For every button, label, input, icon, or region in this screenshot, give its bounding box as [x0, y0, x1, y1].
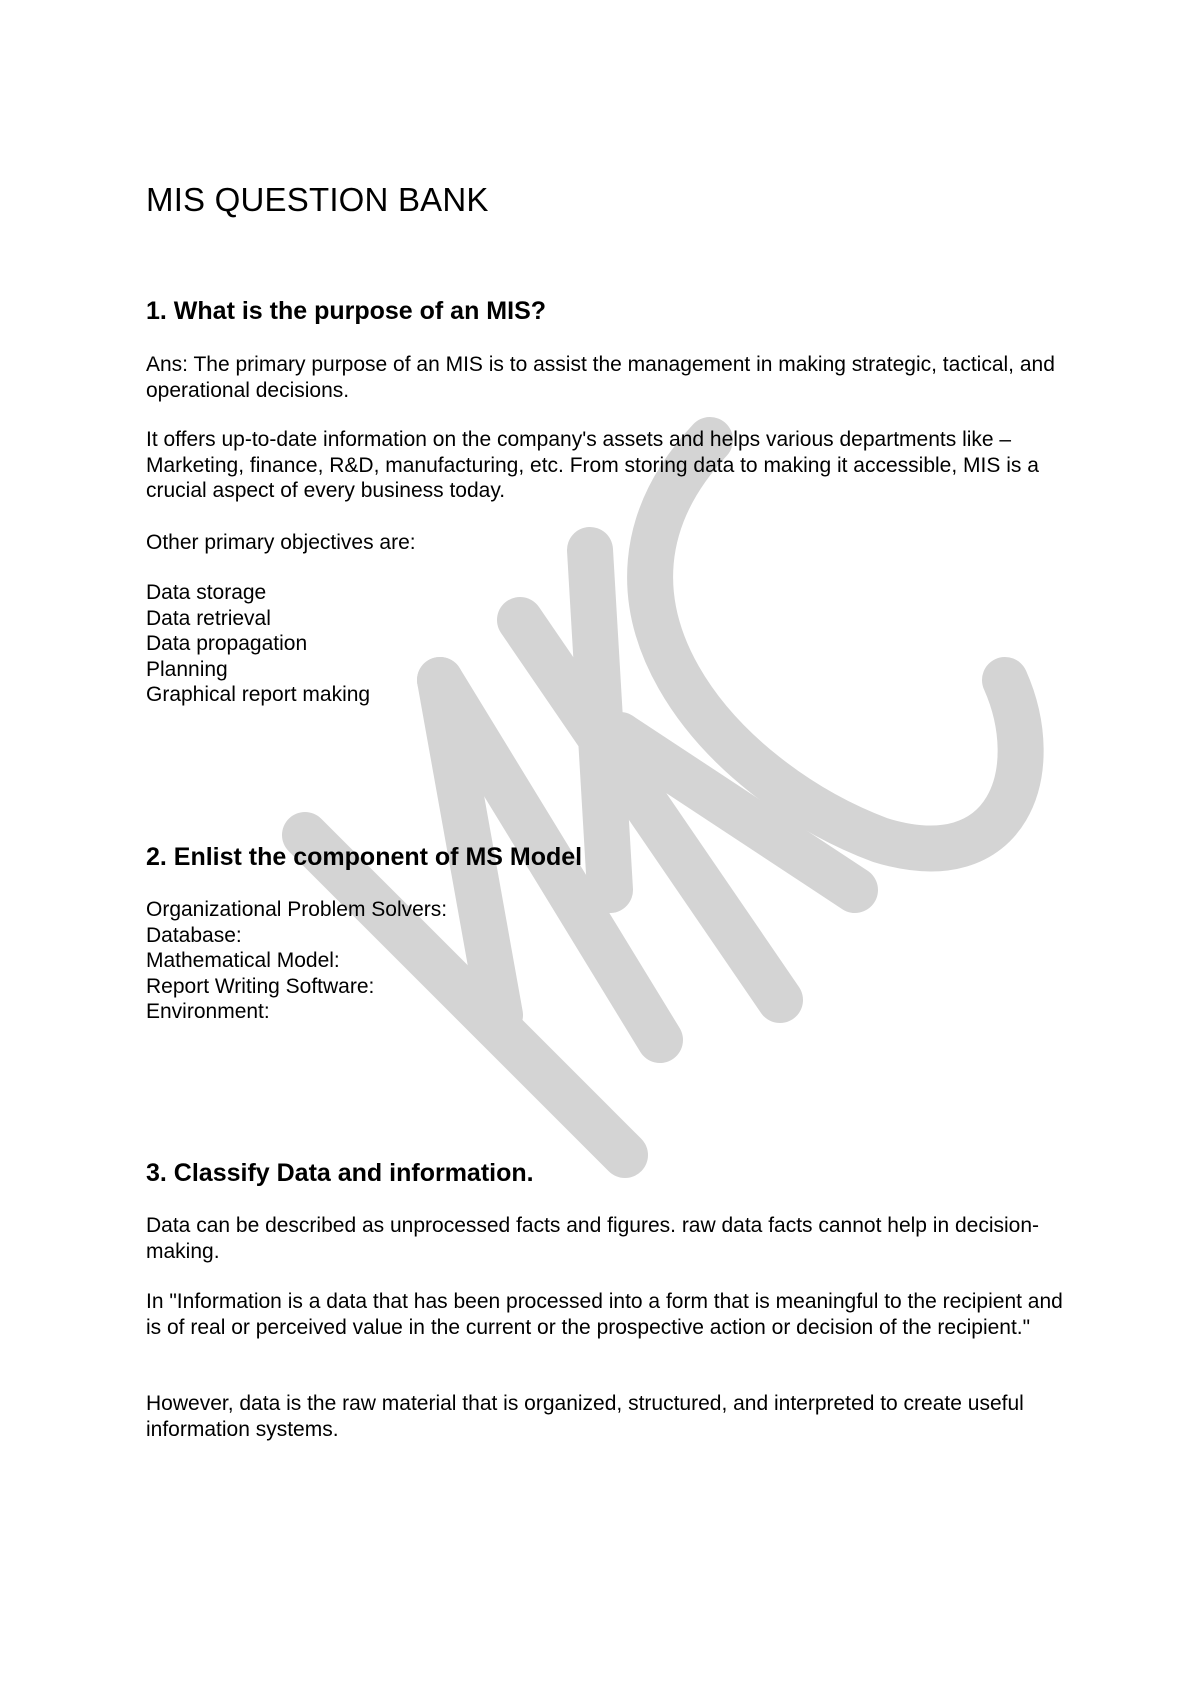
question-1-paragraph-2: It offers up-to-date information on the company's assets and helps various departments like – Marketing, finance, R&D, manufacturing, etc. From storing data to making it accessible, MIS is a crucial aspect of every business today.	[146, 428, 1039, 502]
question-2-heading: 2. Enlist the component of MS Model	[146, 843, 583, 871]
list-item: Planning	[146, 657, 228, 681]
list-item: Organizational Problem Solvers:	[146, 898, 448, 921]
question-1-heading: 1. What is the purpose of an MIS?	[146, 297, 547, 325]
list-item: Data storage	[146, 581, 267, 604]
list-item: Report Writing Software:	[146, 974, 375, 998]
question-2-components-list	[146, 897, 447, 1025]
list-item: Environment:	[146, 1000, 270, 1023]
watermark-stroke-5	[590, 550, 610, 890]
document-title: MIS QUESTION BANK	[146, 181, 489, 218]
watermark-stroke-4	[520, 620, 780, 1000]
list-item: Graphical report making	[146, 683, 371, 706]
list-item: Data propagation	[146, 632, 308, 655]
question-3-heading: 3. Classify Data and information.	[146, 1159, 534, 1187]
question-1-answer: Ans: The primary purpose of an MIS is to assist the management in making strategic, tactical, and operational decisions.	[146, 353, 1055, 402]
list-item: Data retrieval	[146, 606, 271, 630]
question-1-objectives-list	[146, 580, 370, 708]
question-1-objectives-intro: Other primary objectives are:	[146, 531, 416, 554]
list-item: Mathematical Model:	[146, 949, 340, 972]
question-3-paragraph-1: Data can be described as unprocessed facts and figures. raw data facts cannot help in decision-making.	[146, 1214, 1040, 1263]
question-3-paragraph-2: In "Information is a data that has been processed into a form that is meaningful to the recipient and is of real or perceived value in the current or the prospective action or decision of the recipient."	[146, 1290, 1063, 1339]
watermark-stroke-6	[620, 735, 855, 890]
list-item: Database:	[146, 923, 242, 947]
question-3-paragraph-3: However, data is the raw material that is organized, structured, and interpreted to create useful information systems.	[146, 1392, 1024, 1441]
